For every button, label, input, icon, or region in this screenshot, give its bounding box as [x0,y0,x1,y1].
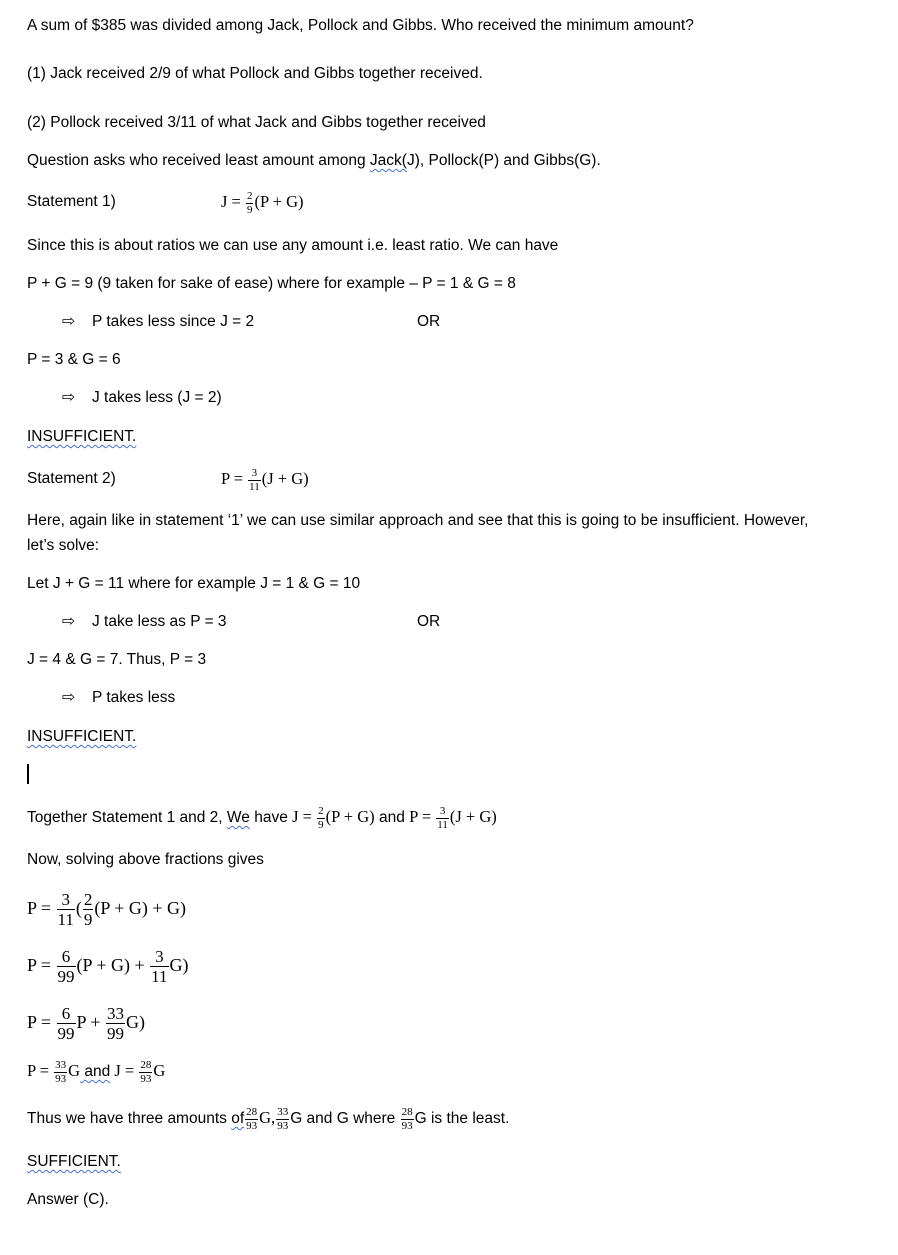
insufficient-2: INSUFFICIENT. [27,728,137,745]
statement-1-label: Statement 1) [27,193,116,210]
arrow-icon: ⇨ [62,313,75,330]
question-text: A sum of $385 was divided among Jack, Pollock and Gibbs. Who received the minimum amount? [27,17,694,34]
example-line-3: Let J + G = 11 where for example J = 1 & G = 10 [27,575,361,592]
statement-2-text: (2) Pollock received 3/11 of what Jack and Gibbs together received [27,114,486,131]
or-label-1: OR [417,313,441,330]
ratio-note: Since this is about ratios we can use any amount i.e. least ratio. We can have [27,237,559,254]
statement-1-equation: J = $\frac{2}{9}$ (P + G) [221,189,304,216]
statement-2-equation: P = $\frac{3}{11}$ (J + G) [221,466,309,493]
bullet-p-less: ⇨ P takes less since J = 2 [62,313,255,330]
solving-note: Now, solving above fractions gives [27,851,264,868]
approach-note-line-1: Here, again like in statement ‘1’ we can use similar approach and see that this is going to be insufficient. However, [27,512,809,529]
equation-step-1: P = $\frac{3}{11}$ ( $\frac{2}{9}$ (P + G) + G) [27,890,187,930]
statement-2-label: Statement 2) [27,470,116,487]
statement-1-text: (1) Jack received 2/9 of what Pollock and Gibbs together received. [27,65,483,82]
arrow-icon: ⇨ [62,689,75,706]
equation-step-4: P = $\frac{33}{93}$ G and J = $\frac{28}{93}$ G [27,1058,166,1085]
example-line-2: P = 3 & G = 6 [27,351,121,368]
question-restated: Question asks who received least amount among Jack(J), Pollock(P) and Gibbs(G). [27,152,601,169]
answer-label: Answer (C). [27,1191,109,1208]
bullet-j-less: ⇨ J takes less (J = 2) [62,389,222,406]
arrow-icon: ⇨ [62,613,75,630]
bullet-p-less-2: ⇨ P takes less [62,689,176,706]
approach-note-line-2: let’s solve: [27,537,100,554]
together-line: Together Statement 1 and 2, We have J = $\frac{2}{9}$ (P + G) and P = $\frac{3}{11}$ (J + G) [27,804,497,831]
conclusion-line: Thus we have three amounts of $\frac{28}{93}$ G, $\frac{33}{93}$ G and G where $\frac{28}{93}$ G is the least. [27,1105,510,1132]
arrow-icon: ⇨ [62,389,75,406]
or-label-2: OR [417,613,441,630]
bullet-j-less-2: ⇨ J take less as P = 3 [62,613,227,630]
insufficient-1: INSUFFICIENT. [27,428,137,445]
text-cursor [27,764,29,784]
sufficient-label: SUFFICIENT. [27,1153,121,1170]
equation-step-2: P = $\frac{6}{99}$ (P + G) + $\frac{3}{11}$ G) [27,947,189,987]
spellcheck-word: Jack( [369,152,407,169]
equation-step-3: P = $\frac{6}{99}$ P + $\frac{33}{99}$ G) [27,1004,145,1044]
example-line-1: P + G = 9 (9 taken for sake of ease) where for example – P = 1 & G = 8 [27,275,516,292]
example-line-4: J = 4 & G = 7. Thus, P = 3 [27,651,207,668]
